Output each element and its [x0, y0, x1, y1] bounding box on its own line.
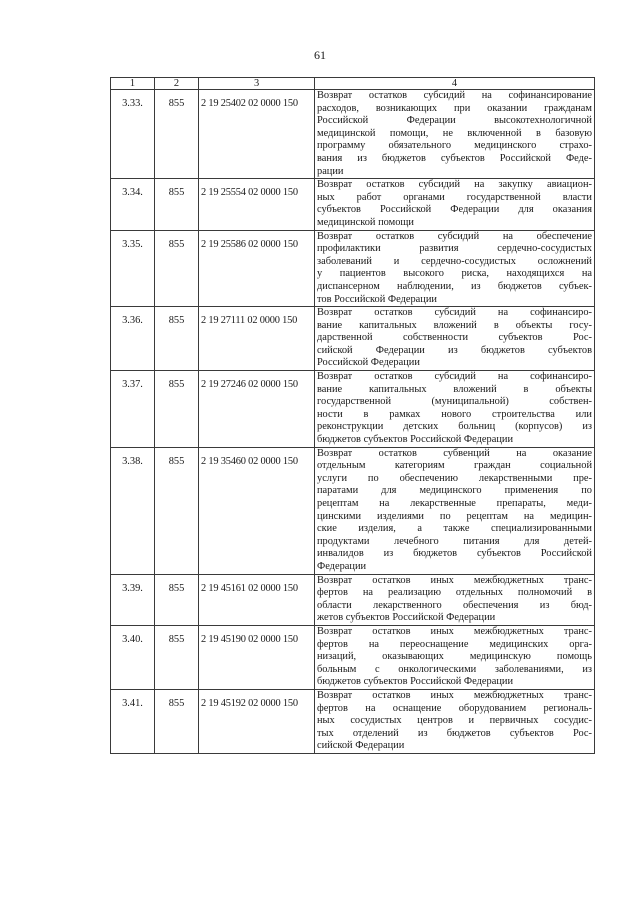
- description-line: фертов на реализацию отдельных полномочий в: [317, 587, 592, 599]
- description-line: Возврат остатков субвенций на оказание: [317, 447, 592, 459]
- description-line: государственной (муниципальной) собствен-: [317, 396, 592, 408]
- description-line: Возврат остатков субсидий на закупку авиацион-: [317, 179, 592, 191]
- table-row: [111, 307, 595, 371]
- description-line: реконструкции детских больниц (корпусов) из: [317, 421, 592, 433]
- description-line: Возврат остатков иных межбюджетных транс-: [317, 625, 592, 637]
- description-line: профилактики развития сердечно-сосудистых: [317, 243, 592, 255]
- description-line: тых отделений из бюджетов субъектов Рос-: [317, 727, 592, 739]
- row-number: 3.38.: [111, 447, 155, 574]
- table-row: [111, 230, 595, 307]
- description-line: у пациентов высокого риска, находящихся на: [317, 268, 592, 280]
- table-row: [111, 689, 595, 753]
- budget-classification-code: 2 19 45192 02 0000 150: [199, 689, 315, 753]
- row-number: 3.33.: [111, 90, 155, 179]
- revenue-description: [315, 230, 595, 307]
- description-line: заболеваний и сердечно-сосудистых осложнений: [317, 255, 592, 267]
- admin-code: 855: [155, 574, 199, 625]
- description-line: инвалидов из бюджетов субъектов Российской: [317, 548, 592, 560]
- revenue-description: [315, 625, 595, 689]
- row-number: 3.41.: [111, 689, 155, 753]
- header-col-1: 1: [111, 78, 155, 90]
- revenue-description: [315, 179, 595, 230]
- description-line: рации: [317, 165, 344, 177]
- description-line: рецептам на лекарственные препараты, меди-: [317, 498, 592, 509]
- description-line: Возврат остатков субсидий на софинансирование: [317, 90, 592, 101]
- admin-code: 855: [155, 230, 199, 307]
- description-line: диспансерном наблюдении, из бюджетов субъек-: [317, 280, 592, 292]
- description-line: области лекарственного обеспечения из бюд-: [317, 599, 592, 611]
- description-line: Российской Федерации: [317, 357, 420, 369]
- description-line: продуктами лечебного питания для детей-: [317, 535, 592, 547]
- budget-classification-code: 2 19 45190 02 0000 150: [199, 625, 315, 689]
- description-line: медицинской помощи: [317, 216, 414, 228]
- table-row: [111, 447, 595, 574]
- header-col-3: 3: [199, 78, 315, 90]
- header-col-4: 4: [315, 78, 595, 90]
- page-number: 61: [314, 48, 326, 62]
- admin-code: 855: [155, 90, 199, 179]
- description-line: бюджетов субъектов Российской Федерации: [317, 676, 513, 688]
- description-line: Возврат остатков субсидий на обеспечение: [317, 230, 592, 242]
- admin-code: 855: [155, 371, 199, 448]
- row-number: 3.36.: [111, 307, 155, 371]
- table-row: [111, 625, 595, 689]
- revenue-description: [315, 689, 595, 753]
- description-line: медицинской помощи, не включенной в базовую: [317, 127, 592, 139]
- row-number: 3.37.: [111, 371, 155, 448]
- description-line: низаций, оказывающих медицинскую помощь: [317, 651, 592, 663]
- budget-classification-code: 2 19 35460 02 0000 150: [199, 447, 315, 574]
- admin-code: 855: [155, 179, 199, 230]
- admin-code: 855: [155, 447, 199, 574]
- description-line: дарственной собственности субъектов Рос-: [317, 332, 592, 344]
- description-line: бюджетов субъектов Российской Федерации: [317, 434, 513, 446]
- admin-code: 855: [155, 307, 199, 371]
- table-row: [111, 574, 595, 625]
- description-line: сийской Федерации: [317, 740, 405, 752]
- description-line: Возврат остатков иных межбюджетных транс-: [317, 689, 592, 701]
- description-line: ных сосудистых центров и первичных сосудис-: [317, 715, 592, 727]
- description-line: фертов на переоснащение медицинских орга-: [317, 638, 592, 650]
- row-number: 3.35.: [111, 230, 155, 307]
- table-row: [111, 179, 595, 230]
- row-number: 3.34.: [111, 179, 155, 230]
- description-line: вание капитальных вложений в объекты госу-: [317, 319, 592, 331]
- budget-classification-code: 2 19 27246 02 0000 150: [199, 371, 315, 448]
- description-line: жетов субъектов Российской Федерации: [317, 612, 496, 624]
- table-row: [111, 371, 595, 448]
- admin-code: 855: [155, 689, 199, 753]
- description-line: Возврат остатков иных межбюджетных транс-: [317, 574, 592, 586]
- revenue-description: [315, 447, 595, 574]
- row-number: 3.40.: [111, 625, 155, 689]
- description-line: Возврат остатков субсидий на софинансиро-: [317, 371, 592, 383]
- description-line: расходов, возникающих при оказании гражданам: [317, 102, 592, 114]
- description-line: Российской Федерации высокотехнологичной: [317, 115, 592, 127]
- description-line: программу обязательного медицинского страхо-: [317, 140, 592, 152]
- budget-classification-code: 2 19 45161 02 0000 150: [199, 574, 315, 625]
- description-line: субъектов Российской Федерации для оказания: [317, 204, 592, 216]
- description-line: больным с онкологическими заболеваниями, из: [317, 663, 592, 675]
- description-line: цинскими изделиями по рецептам на медицин-: [317, 510, 592, 522]
- description-line: вания из бюджетов субъектов Российской Феде-: [317, 152, 592, 164]
- budget-classification-code: 2 19 25586 02 0000 150: [199, 230, 315, 307]
- admin-code: 855: [155, 625, 199, 689]
- table-header-row: [111, 78, 595, 90]
- description-line: тов Российской Федерации: [317, 293, 437, 305]
- description-line: фертов на оснащение оборудованием региональ-: [317, 702, 592, 714]
- description-line: Федерации: [317, 560, 367, 572]
- revenue-description: [315, 307, 595, 371]
- description-line: паратами для медицинского применения по: [317, 485, 592, 497]
- description-line: услуги по обеспечению лекарственными пре-: [317, 472, 592, 484]
- description-line: ности в рамках нового строительства или: [317, 408, 592, 420]
- revenue-description: [315, 90, 595, 179]
- budget-classification-code: 2 19 25554 02 0000 150: [199, 179, 315, 230]
- revenue-description: [315, 574, 595, 625]
- budget-classification-code: 2 19 25402 02 0000 150: [199, 90, 315, 179]
- description-line: вание капитальных вложений в объекты: [317, 383, 592, 395]
- description-line: ных работ органами государственной власти: [317, 191, 592, 203]
- revenue-description: [315, 371, 595, 448]
- table-row: [111, 90, 595, 179]
- header-col-2: 2: [155, 78, 199, 90]
- description-line: Возврат остатков субсидий на софинансиро-: [317, 307, 592, 319]
- budget-classification-code: 2 19 27111 02 0000 150: [199, 307, 315, 371]
- description-line: ские изделия, а также специализированными: [317, 523, 592, 535]
- row-number: 3.39.: [111, 574, 155, 625]
- budget-codes-table: [110, 77, 595, 754]
- description-line: сийской Федерации из бюджетов субъектов: [317, 344, 592, 356]
- description-line: отдельным категориям граждан социальной: [317, 460, 592, 472]
